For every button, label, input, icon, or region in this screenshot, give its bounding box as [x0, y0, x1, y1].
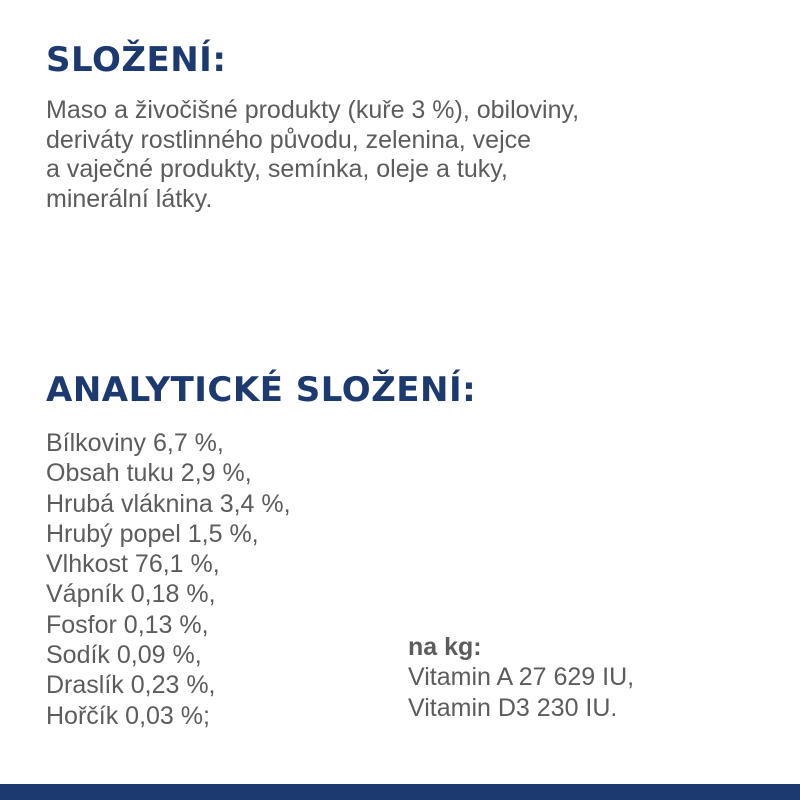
composition-line: Maso a živočišné produkty (kuře 3 %), obiloviny, — [46, 96, 580, 124]
analytical-item-moisture: Vlhkost 76,1 %, — [46, 550, 220, 579]
per-kg-label: na kg: — [408, 633, 482, 661]
vitamin-a: Vitamin A 27 629 IU, — [408, 663, 635, 692]
analytical-item-calcium: Vápník 0,18 %, — [46, 580, 216, 609]
per-kg-block — [408, 632, 634, 723]
composition-text — [46, 96, 746, 214]
analytical-heading: ANALYTICKÉ SLOŽENÍ: — [46, 370, 477, 410]
analytical-item-magnesium: Hořčík 0,03 %; — [46, 701, 210, 730]
analytical-item-phosphorus: Fosfor 0,13 %, — [46, 610, 209, 639]
analytical-item-fat: Obsah tuku 2,9 %, — [46, 459, 252, 488]
composition-heading: SLOŽENÍ: — [46, 40, 227, 80]
composition-line: minerální látky. — [46, 184, 213, 213]
composition-line: deriváty rostlinného původu, zelenina, vejce — [46, 125, 532, 154]
analytical-item-ash: Hrubý popel 1,5 %, — [46, 519, 259, 548]
composition-line: a vaječné produkty, semínka, oleje a tuky, — [46, 155, 508, 183]
footer-bar — [0, 784, 800, 800]
vitamin-d3: Vitamin D3 230 IU. — [408, 693, 618, 722]
analytical-item-fibre: Hrubá vláknina 3,4 %, — [46, 489, 291, 518]
analytical-item-potassium: Draslík 0,23 %, — [46, 671, 216, 700]
analytical-item-protein: Bílkoviny 6,7 %, — [46, 429, 224, 457]
analytical-list — [46, 428, 291, 731]
analytical-item-sodium: Sodík 0,09 %, — [46, 641, 202, 670]
